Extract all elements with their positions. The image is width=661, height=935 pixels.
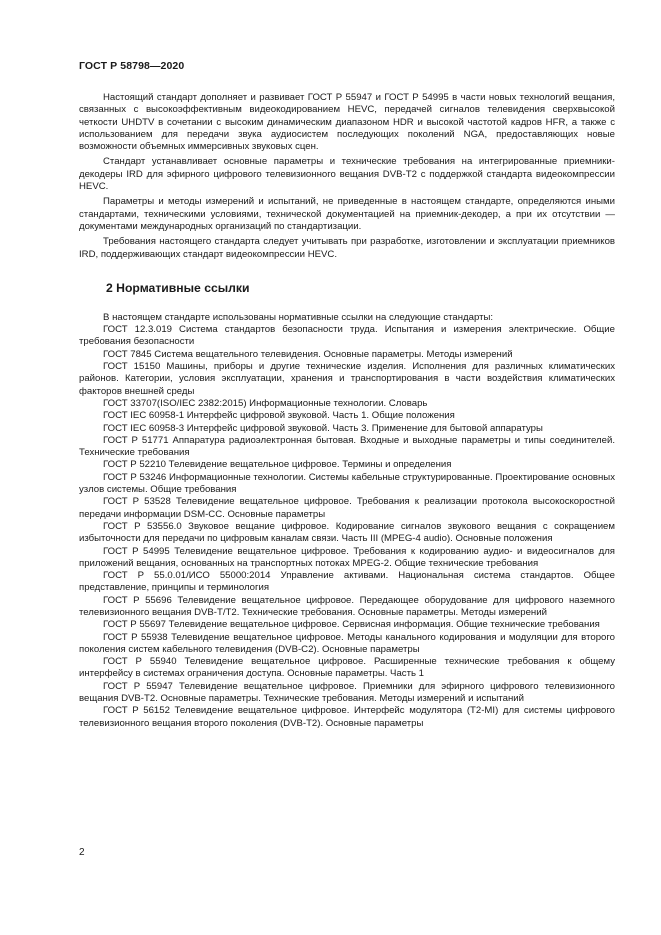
reference-item: ГОСТ 15150 Машины, приборы и другие технические изделия. Исполнения для различных климатических районов. Категории, условия эксплуатации, хранения и транспортирования в части воздействия климатических факторов внешней среды (79, 361, 615, 397)
reference-item: ГОСТ 7845 Система вещательного телевидения. Основные параметры. Методы измерений (103, 348, 513, 360)
reference-item: ГОСТ Р 51771 Аппаратура радиоэлектронная бытовая. Входные и выходные параметры и типы соединителей. Технические требования (79, 434, 615, 459)
reference-item: ГОСТ Р 55697 Телевидение вещательное цифровое. Сервисная информация. Общие технические требования (103, 619, 600, 631)
reference-item: ГОСТ IEC 60958-1 Интерфейс цифровой звуковой. Часть 1. Общие положения (103, 410, 455, 422)
reference-item: ГОСТ 12.3.019 Система стандартов безопасности труда. Испытания и измерения электрические. Общие требования безопасности (79, 324, 615, 348)
intro-paragraph-1: Настоящий стандарт дополняет и развивает ГОСТ Р 55947 и ГОСТ Р 54995 в части новых технологий вещания, связанных с высокоэффективным видеокодированием HEVC, передачей сигналов телевидения сверхвысокой четкости UHDTV в сочетании с высоким динамическим диапазоном HDR и высокой частотой кадров HFR, а также с использованием для передачи звука аудиосистем последующих поколений NGA, предоставляющих новые возможности объемных иммерсивных звуковых сцен. (79, 92, 615, 153)
reference-item: ГОСТ Р 53528 Телевидение вещательное цифровое. Требования к реализации протокола высокоскоростной передачи информации DSM-CC. Основные параметры (79, 496, 615, 520)
reference-item: ГОСТ Р 53246 Информационные технологии. Системы кабельные структурированные. Проектирование основных узлов системы. Общие требования (79, 471, 615, 496)
page-content (79, 92, 615, 730)
reference-item: ГОСТ Р 53556.0 Звуковое вещание цифровое. Кодирование сигналов звукового вещания с сокращением избыточности для передачи по цифровым каналам связи. Часть III (MPEG-4 audio). Основные положения (79, 520, 615, 545)
intro-paragraph-3: Параметры и методы измерений и испытаний, не приведенные в настоящем стандарте, определяются иными стандартами, техническими условиями, технической документацией на приемник-декодер, а при их отсутствии — документами международных организаций по стандартизации. (79, 196, 615, 232)
reference-item: ГОСТ IEC 60958-3 Интерфейс цифровой звуковой. Часть 3. Применение для бытовой аппаратуры (103, 422, 543, 434)
document-header: ГОСТ Р 58798—2020 (79, 60, 185, 72)
reference-item: ГОСТ Р 55938 Телевидение вещательное цифровое. Методы канального кодирования и модуляции для второго поколения систем кабельного телевидения (DVB-C2). Основные параметры (79, 631, 615, 655)
intro-paragraph-4: Требования настоящего стандарта следует учитывать при разработке, изготовлении и эксплуатации приемников IRD, поддерживающих стандарт видеокомпрессии HEVC. (79, 236, 615, 260)
reference-item: ГОСТ Р 52210 Телевидение вещательное цифровое. Термины и определения (103, 459, 452, 471)
page-number: 2 (79, 847, 85, 858)
reference-item: ГОСТ Р 55940 Телевидение вещательное цифровое. Расширенные технические требования к общему интерфейсу в системах ограничения доступа. Основные параметры. Часть 1 (79, 656, 615, 680)
reference-item: ГОСТ 33707(ISO/IEC 2382:2015) Информационные технологии. Словарь (103, 397, 428, 409)
reference-item: ГОСТ Р 55947 Телевидение вещательное цифровое. Приемники для эфирного цифрового телевизионного вещания DVB-T2. Основные параметры. Технические требования. Методы измерений и испытаний (79, 680, 615, 705)
section-lead: В настоящем стандарте использованы нормативные ссылки на следующие стандарты: (103, 311, 494, 323)
reference-item: ГОСТ Р 55.0.01/ИСО 55000:2014 Управление активами. Национальная система стандартов. Общее представление, принципы и терминология (79, 570, 615, 594)
section-title: 2 Нормативные ссылки (106, 280, 250, 295)
reference-item: ГОСТ Р 55696 Телевидение вещательное цифровое. Передающее оборудование для цифрового наземного телевизионного вещания DVB-T/T2. Технические требования. Основные параметры. Методы измерений (79, 594, 615, 618)
reference-item: ГОСТ Р 56152 Телевидение вещательное цифровое. Интерфейс модулятора (T2-MI) для системы цифрового телевизионного вещания второго поколения (DVB-T2). Основные параметры (79, 705, 615, 729)
reference-item: ГОСТ Р 54995 Телевидение вещательное цифровое. Требования к кодированию аудио- и видеосигналов для приложений вещания, основанных на транспортных потоках MPEG-2. Общие технические требования (79, 545, 615, 569)
intro-paragraph-2: Стандарт устанавливает основные параметры и технические требования на интегрированные приемники-декодеры IRD для эфирного цифрового телевизионного вещания DVB-T2 с поддержкой стандарта видеокомпрессии HEVC. (79, 156, 615, 193)
